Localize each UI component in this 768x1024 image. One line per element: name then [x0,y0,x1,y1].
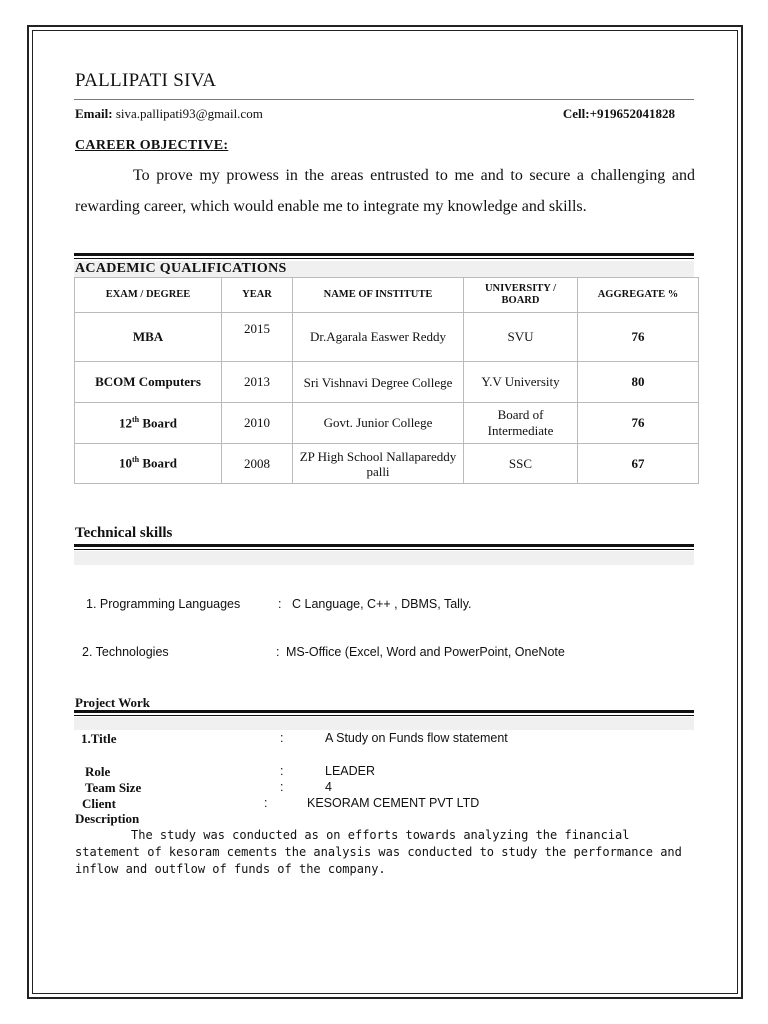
header-divider [74,99,694,100]
col-year: YEAR [222,278,293,313]
project-rule-thin [74,715,694,716]
technical-rule-thin [74,549,694,550]
project-team-value: 4 [325,780,332,794]
year-cell: 2010 [222,403,293,444]
technical-rule-top [74,544,694,547]
email-label: Email: [75,106,113,121]
col-board: UNIVERSITY / BOARD [464,278,578,313]
board-cell: Board of Intermediate [464,403,578,444]
project-description: The study was conducted as on efforts towards analyzing the financial statement of kesoram cements the analysis was conducted to study the performance and inflow and outflow of funds of the company. [75,828,682,876]
project-rule-top [74,710,694,713]
project-band [74,717,694,730]
col-exam: EXAM / DEGREE [75,278,222,313]
aggregate-cell: 76 [578,313,699,362]
project-title-value: A Study on Funds flow statement [325,731,508,745]
project-sep: : [264,796,268,810]
project-team-label: Team Size [85,780,142,795]
institute-cell: ZP High School Nallapareddy palli [293,444,464,484]
email-value: siva.pallipati93@gmail.com [115,106,263,121]
email-line [75,106,263,122]
career-objective-text: To prove my prowess in the areas entrusted to me and to secure a challenging and rewarding career, which would enable me to integrate my knowledge and skills. [75,167,695,215]
career-objective-heading: CAREER OBJECTIVE: [75,138,229,153]
academic-table [74,277,699,484]
project-sep: : [280,780,284,794]
table-row [75,313,699,362]
year-cell: 2015 [222,313,293,362]
col-institute: NAME OF INSTITUTE [293,278,464,313]
degree-cell: MBA [75,313,222,362]
project-title-label: 1.Title [81,731,117,746]
board-cell: Y.V University [464,362,578,403]
technical-band [74,551,694,565]
table-row [75,403,699,444]
skill-label: 2. Technologies [82,645,169,659]
skill-sep: : [276,645,280,659]
year-cell: 2008 [222,444,293,484]
institute-cell: Govt. Junior College [293,403,464,444]
project-client-label: Client [82,796,116,811]
skill-label: 1. Programming Languages [86,597,241,611]
candidate-name: PALLIPATI SIVA [75,70,217,91]
cell-number: Cell:+919652041828 [562,106,675,121]
project-role-label: Role [85,764,111,779]
degree-cell [75,403,222,444]
aggregate-cell: 67 [578,444,699,484]
degree-sup: th [131,455,140,465]
skill-value: C Language, C++ , DBMS, Tally. [292,597,472,611]
academic-table-header [75,278,699,313]
degree-number: 12 [118,415,132,431]
skill-sep: : [278,597,282,611]
academic-heading: ACADEMIC QUALIFICATIONS [75,261,287,276]
project-heading: Project Work [75,695,150,710]
degree-cell [75,444,222,484]
technical-heading: Technical skills [75,525,173,541]
skill-value: MS-Office (Excel, Word and PowerPoint, OneNote [286,645,565,659]
col-aggregate: AGGREGATE % [578,278,699,313]
board-cell: SVU [464,313,578,362]
aggregate-cell: 80 [578,362,699,403]
project-sep: : [280,731,284,745]
degree-cell: BCOM Computers [75,362,222,403]
year-cell: 2013 [222,362,293,403]
project-client-value: KESORAM CEMENT PVT LTD [307,796,480,810]
degree-suffix: Board [139,415,178,431]
academic-rule-top [74,253,694,256]
project-role-value: LEADER [325,764,376,778]
table-row [75,362,699,403]
degree-suffix: Board [139,455,178,471]
institute-cell: Dr.Agarala Easwer Reddy [293,313,464,362]
institute-cell: Sri Vishnavi Degree College [293,362,464,403]
project-sep: : [280,764,284,778]
academic-rule-thin [74,258,694,259]
aggregate-cell: 76 [578,403,699,444]
project-description-label: Description [75,811,140,826]
degree-sup: th [131,414,140,424]
board-cell: SSC [464,444,578,484]
table-row [75,444,699,484]
degree-number: 10 [118,455,132,471]
